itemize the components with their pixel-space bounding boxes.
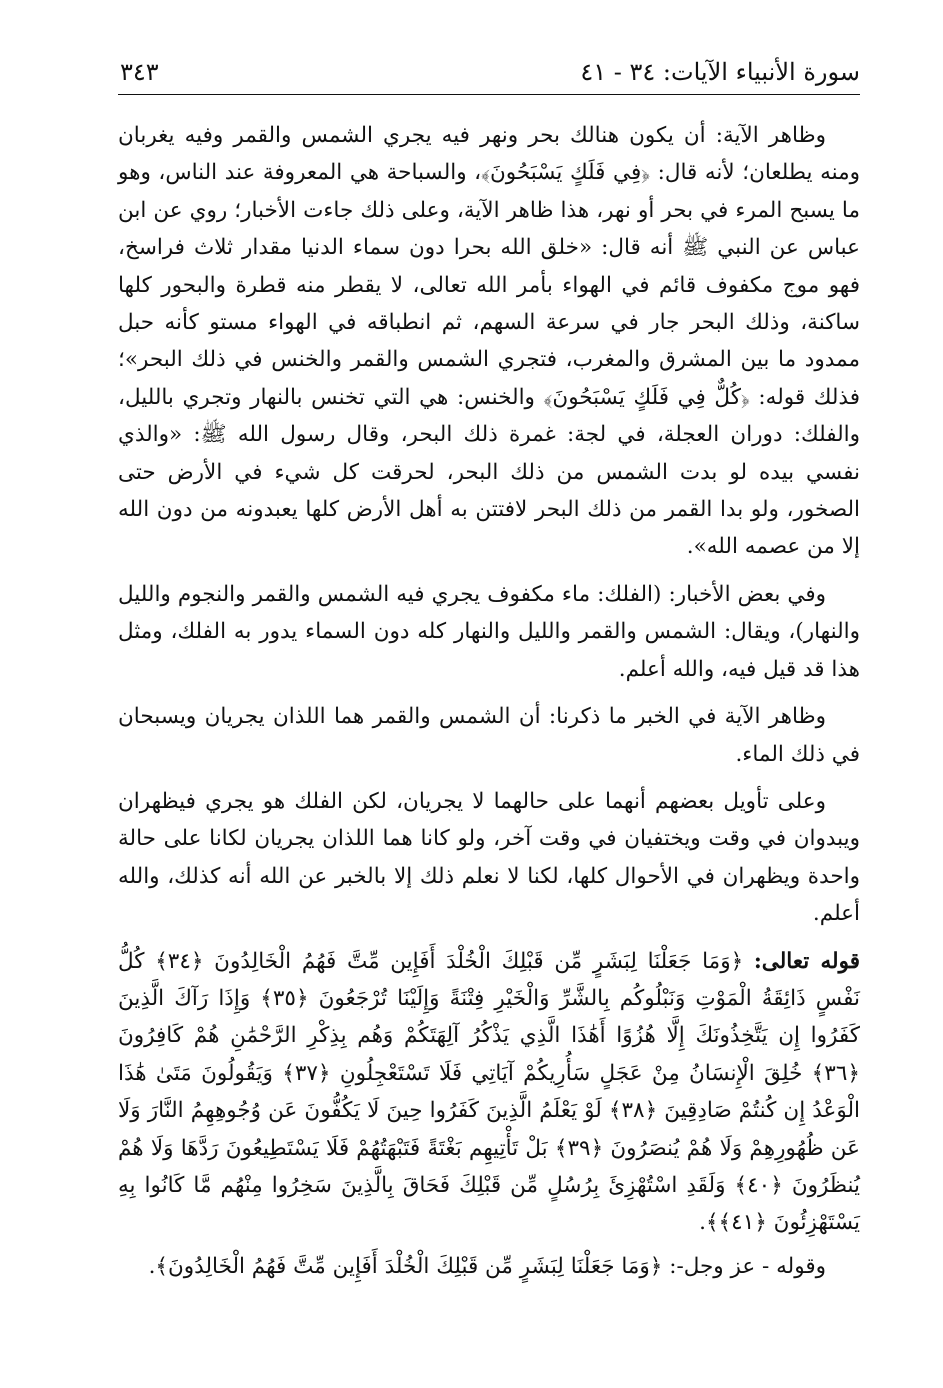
paragraph: وفي بعض الأخبار: (الفلك: ماء مكفوف يجري فيه الشمس والقمر والنجوم والليل والنهار)، ويقال: الشمس والقمر والليل والنهار كله دون السماء يدور به الفلك، ومثل هذا قد قيل فيه، والله أعلم. bbox=[118, 581, 860, 682]
header-title: سورة الأنبياء الآيات: ٣٤ - ٤١ bbox=[580, 58, 860, 86]
verses-lead: قوله تعالى: bbox=[753, 948, 860, 974]
verses-text: ﴿وَمَا جَعَلْنَا لِبَشَرٍ مِّن قَبْلِكَ الْخُلْدَ أَفَإِين مِّتَّ فَهُمُ الْخَالِدُونَ ﴿٣٤﴾ كُلُّ نَفْسٍ ذَائِقَةُ الْمَوْتِ وَنَبْلُوكُم بِالشَّرِّ وَالْخَيْرِ فِتْنَةً وَإِلَيْنَا تُرْجَعُونَ ﴿٣٥﴾ وَإِذَا رَآكَ الَّذِينَ كَفَرُوا إِن يَتَّخِذُونَكَ إِلَّا هُزُوًا أَهَٰذَا الَّذِي يَذْكُرُ آلِهَتَكُمْ وَهُم بِذِكْرِ الرَّحْمَٰنِ هُمْ كَافِرُونَ ﴿٣٦﴾ خُلِقَ الْإِنسَانُ مِنْ عَجَلٍ سَأُرِيكُمْ آيَاتِي فَلَا تَسْتَعْجِلُونِ ﴿٣٧﴾ وَيَقُولُونَ مَتَىٰ هَٰذَا الْوَعْدُ إِن كُنتُمْ صَادِقِينَ ﴿٣٨﴾ لَوْ يَعْلَمُ الَّذِينَ كَفَرُوا حِينَ لَا يَكُفُّونَ عَن وُجُوهِهِمُ النَّارَ وَلَا عَن ظُهُورِهِمْ وَلَا هُمْ يُنصَرُونَ ﴿٣٩﴾ بَلْ تَأْتِيهِم بَغْتَةً فَتَبْهَتُهُمْ فَلَا يَسْتَطِيعُونَ رَدَّهَا وَلَا هُمْ يُنظَرُونَ ﴿٤٠﴾ وَلَقَدِ اسْتُهْزِئَ بِرُسُلٍ مِّن قَبْلِكَ فَحَاقَ بِالَّذِينَ سَخِرُوا مِنْهُم مَّا كَانُوا بِهِ يَسْتَهْزِئُونَ ﴿٤١﴾﴾. bbox=[118, 948, 861, 1236]
page-number: ٣٤٣ bbox=[120, 58, 159, 86]
page-body bbox=[118, 117, 860, 1295]
paragraph: وعلى تأويل بعضهم أنهما على حالهما لا يجريان، لكن الفلك هو يجري فيظهران ويبدوان في وقت ويختفيان في وقت آخر، ولو كانا هما اللذان يجريان لكانا على حالة واحدة ويظهران في الأحوال كلها، لكنا لا نعلم ذلك إلا بالخبر عن الله أنه كذلك، والله أعلم. bbox=[118, 788, 860, 927]
verses-block bbox=[118, 943, 860, 1242]
paragraph: وظاهر الآية في الخبر ما ذكرنا: أن الشمس والقمر هما اللذان يجريان ويسبحان في ذلك الماء. bbox=[118, 704, 860, 767]
running-header bbox=[118, 56, 860, 96]
header-rule bbox=[118, 94, 860, 95]
paragraph: وظاهر الآية: أن يكون هنالك بحر ونهر فيه يجري الشمس والقمر وفيه يغربان ومنه يطلعان؛ لأنه قال: ﴿فِي فَلَكٍ يَسْبَحُونَ﴾، والسباحة هي المعروفة عند الناس، وهو ما يسبح المرء في بحر أو نهر، هذا ظاهر الآية، وعلى ذلك جاءت الأخبار؛ روي عن ابن عباس عن النبي ﷺ أنه قال: «خلق الله بحرا دون سماء الدنيا مقدار ثلاث فراسخ، فهو موج مكفوف قائم في الهواء بأمر الله تعالى، لا يقطر منه قطرة والبحور كلها ساكنة، وذلك البحر جار في سرعة السهم، ثم انطباقه في الهواء مستو كأنه حبل ممدود ما بين المشرق والمغرب، فتجري الشمس والقمر والخنس في ذلك البحر»؛ فذلك قوله: ﴿كُلٌّ فِي فَلَكٍ يَسْبَحُونَ﴾ والخنس: هي التي تخنس بالنهار وتجري بالليل، والفلك: دوران العجلة، في لجة: غمرة ذلك البحر، وقال رسول الله ﷺ: «والذي نفسي بيده لو بدت الشمس من ذلك البحر، لحرقت كل شيء في الأرض حتى الصخور، ولو بدا القمر من ذلك البحر لافتتن به أهل الأرض كلها يعبدونه من دون الله إلا من عصمه الله». bbox=[118, 123, 860, 560]
commentary-start: وقوله - عز وجل-: ﴿وَمَا جَعَلْنَا لِبَشَرٍ مِّن قَبْلِكَ الْخُلْدَ أَفَإِين مِّتَّ فَهُمُ الْخَالِدُونَ﴾. bbox=[148, 1253, 826, 1279]
